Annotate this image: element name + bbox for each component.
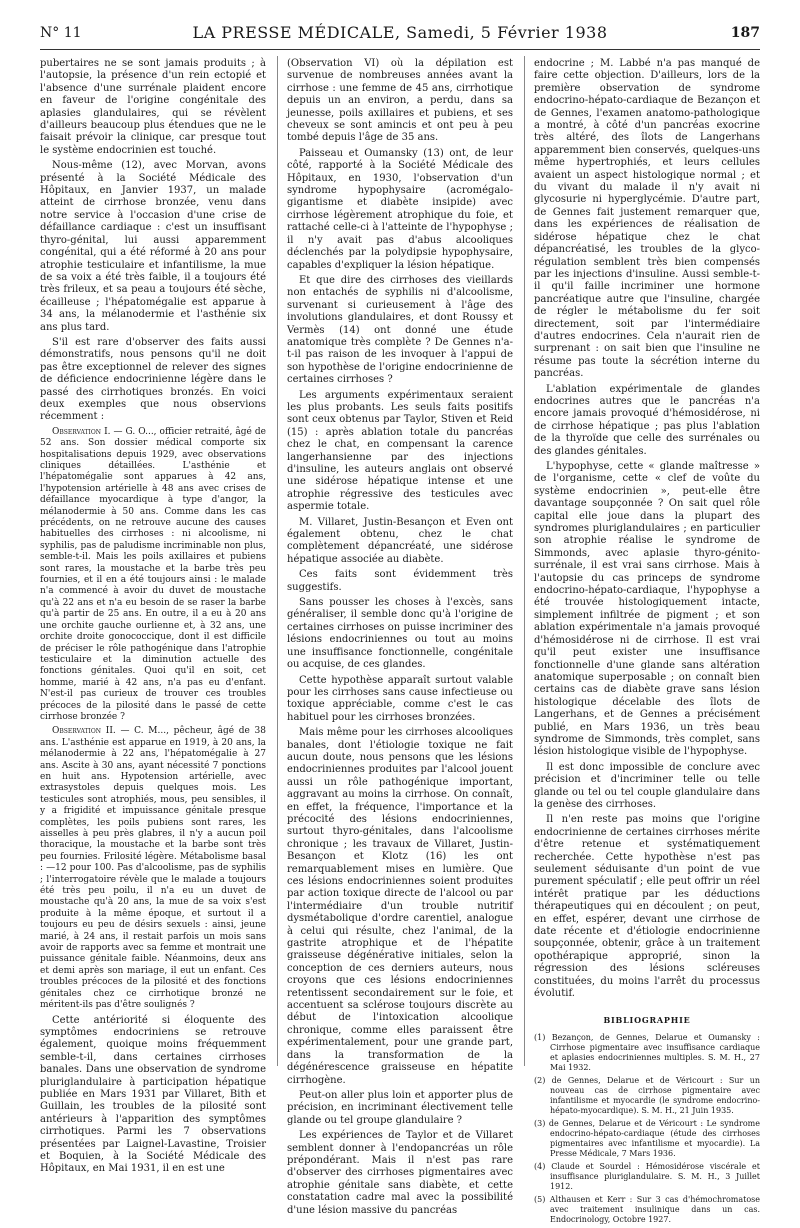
observation-heading: Observation I. [52, 426, 111, 437]
bibliography-item: (1) Bezançon, de Gennes, Delarue et Oumansky : Cirrhose pigmentaire avec insuffisance cardiaque et aplasies endocriniennes multiples. S. M. H., 27 Mai 1932. [534, 1032, 760, 1072]
page-header [40, 22, 760, 44]
paragraph: endocrine ; M. Labbé n'a pas manqué de faire cette objection. D'ailleurs, lors de la première observation de syndrome endocrino-hépato-cardiaque de Bezançon et de Gennes, l'examen anatomo-pathologique a montré, à côté d'un pancréas exocrine très altéré, des îlots de Langerhans apparemment bien conservés, quelques-uns même hypertrophiés, et leurs cellules avaient un aspect histologique normal ; et du vivant du malade il n'y avait ni glycosurie ni hyperglycémie. D'autre part, de Gennes fait justement remarquer que, dans les expériences de réalisation de sidérose hépatique chez le chat dépancréatisé, les troubles de la glyco-régulation semblent très bien compensés par les injections d'insuline. Aussi semble-t-il qu'il faille incriminer une hormone pancréatique autre que l'insuline, chargée de régler le métabolisme du fer soit directement, soit par l'intermédiaire d'autres endocrines. Cela n'aurait rien de surprenant : on sait bien que l'insuline ne résume pas toute la sécrétion interne du pancréas. [534, 58, 760, 380]
paragraph: Il n'en reste pas moins que l'origine endocrinienne de certaines cirrhoses mérite d'être retenue et systématiquement recherchée. Cette hypothèse n'est pas seulement séduisante d'un point de vue purement spéculatif ; elle peut offrir un réel intérêt pratique par les déductions thérapeutiques qui en découlent ; on peut, en effet, espérer, devant une cirrhose de date récente et d'étiologie endocrinienne soupçonnée, obtenir, grâce à un traitement opothérapique approprié, sinon la régression des lésions scléreuses constituées, du moins l'arrêt du processus évolutif. [534, 814, 760, 1000]
paragraph: S'il est rare d'observer des faits aussi démonstratifs, nous pensons qu'il ne doit pas être exceptionnel de relever des signes de déficience endocrinienne légère dans le passé des cirrhotiques bronzés. En voici deux exemples que nous observions récemment : [40, 336, 266, 423]
paragraph: Sans pousser les choses à l'excès, sans généraliser, il semble donc qu'à l'origine de certaines cirrhoses on puisse incriminer des lésions endocriniennes ou tout au moins une insuffisance fonctionnelle, congénitale ou acquise, de ces glandes. [287, 597, 513, 671]
bibliography [534, 1014, 760, 1224]
column-2 [287, 58, 513, 1220]
paragraph: Cette antériorité si éloquente des symptômes endocriniens se retrouve également, quoique moins fréquemment semble-t-il, dans certaines cirrhoses banales. Dans une observation de syndrome pluriglandulaire à participation hépatique publiée en Mars 1931 par Villaret, Bith et Guillain, les troubles de la pilosité sont antérieurs à l'apparition des symptômes cirrhotiques. Parmi les 7 observations présentées par Laignel-Lavastine, Troisier et Boquien, à la Société Médicale des Hôpitaux, en Mai 1931, il en est une [40, 1014, 266, 1175]
paragraph: Il est donc impossible de conclure avec précision et d'incriminer telle ou telle glande ou tel ou tel couple glandulaire dans la genèse des cirrhoses. [534, 761, 760, 810]
paragraph: L'ablation expérimentale de glandes endocrines autres que le pancréas n'a encore jamais provoqué d'hémosidérose, ni de cirrhose hépatique ; pas plus l'ablation de la thyroïde que celle des surrénales ou des glandes génitales. [534, 383, 760, 457]
paragraph: L'hypophyse, cette « glande maîtresse » de l'organisme, cette « clef de voûte du système endocrinien », peut-elle être davantage soupçonnée ? On sait quel rôle capital elle joue dans la plupart des syndromes pluriglandulaires ; en particulier son atrophie réalise le syndrome de Simmonds, avec aplasie thyro-génito-surrénale, il est vrai sans cirrhose. Mais à l'autopsie du cas princeps de syndrome endocrino-hépato-cardiaque, l'hypophyse a été trouvée histologiquement intacte, simplement infiltrée de pigment ; et son ablation expérimentale n'a jamais provoqué d'hémosidérose ni de cirrhose. Il est vrai qu'il peut exister une insuffisance fonctionnelle d'une glande sans altération anatomique superposable ; on connaît bien certains cas de diabète grave sans lésion histologique décelable des îlots de Langerhans, et de Gennes a précisément publié, en Mars 1936, un très beau syndrome de Simmonds, très complet, sans lésion histologique visible de l'hypophyse. [534, 461, 760, 758]
paragraph: M. Villaret, Justin-Besançon et Even ont également obtenu, chez le chat complètement dépancréaté, une sidérose hépatique associée au diabète. [287, 516, 513, 565]
column-1 [40, 58, 266, 1179]
observation-2 [40, 726, 266, 1011]
page-number: 187 [730, 25, 760, 41]
paragraph: Cette hypothèse apparaît surtout valable pour les cirrhoses sans cause infectieuse ou toxique appréciable, comme c'est le cas habituel pour les cirrhoses bronzées. [287, 674, 513, 723]
bibliography-list [534, 1033, 760, 1225]
bibliography-item: (3) de Gennes, Delarue et de Véricourt : Le syndrome endocrino-hépato-cardiaque (étude des cirrhoses pigmentaires avec infantilisme et myocardie). La Presse Médicale, 7 Mars 1936. [534, 1118, 760, 1158]
paragraph: pubertaires ne se sont jamais produits ; à l'autopsie, la présence d'un rein ectopié et l'absence d'une surrénale plaident encore en faveur de l'origine congénitale des aplasies glandulaires, qui se révèlent d'ailleurs beaucoup plus étendues que ne le faisait prévoir la clinique, car presque tout le système endocrinien est touché. [40, 58, 266, 156]
paragraph: (Observation VI) où la dépilation est survenue de nombreuses années avant la cirrhose : une femme de 45 ans, cirrhotique depuis un an environ, a perdu, dans sa jeunesse, poils axillaires et pubiens, et ses cheveux se sont amincis et ont peu à peu tombé depuis l'âge de 35 ans. [287, 58, 513, 144]
observation-heading: Observation II. [52, 726, 116, 737]
column-3 [534, 58, 760, 1228]
bibliography-item: (5) Althausen et Kerr : Sur 3 cas d'hémochromatose avec traitement insulinique dans un cas. Endocrinology, Octobre 1927. [534, 1194, 760, 1224]
observation-text: — G. O..., officier retraité, âgé de 52 ans. Son dossier médical comporte six hospitalisations depuis 1929, avec observations cliniques détaillées. L'asthénie et l'hépatomégalie sont apparues à 42 ans, l'hypotension artérielle à 48 ans avec crises de défaillance myocardique à type d'angor, la mélanodermie à 50 ans. Comme dans les cas précédents, on ne retrouve aucune des causes habituelles des cirrhoses : ni alcoolisme, ni syphilis, pas de paludisme incriminable non plus, semble-t-il. Mais les poils axillaires et pubiens sont rares, la moustache et la barbe très peu fournies, et il en a été toujours ainsi : le malade n'a commencé à avoir du duvet de moustache qu'à 22 ans et n'a eu besoin de se raser la barbe qu'à partir de 25 ans. En outre, il a eu à 20 ans une orchite gauche ourlienne et, à 32 ans, une orchite droite gonococcique, dont il est difficile de préciser le rôle pathogénique dans l'atrophie testiculaire et la diminution actuelle des fonctions génitales. Quoi qu'il en soit, cet homme, marié à 42 ans, n'a pas eu d'enfant. N'est-il pas curieux de trouver ces troubles précoces de la pilosité dans le passé de cette cirrhose bronzée ? [40, 426, 266, 722]
column-divider [524, 56, 525, 1066]
observation-1 [40, 427, 266, 724]
paragraph: Ces faits sont évidemment très suggestifs. [287, 569, 513, 593]
paragraph: Paisseau et Oumansky (13) ont, de leur côté, rapporté à la Société Médicale des Hôpitaux, en 1930, l'observation d'un syndrome hypophysaire (acromégalo-gigantisme et diabète insipide) avec cirrhose légèrement atrophique du foie, et rattaché celle-ci à l'atteinte de l'hypophyse ; il n'y avait pas d'abus alcooliques déclenchés par la polydipsie hypophysaire, capables d'expliquer la lésion hépatique. [287, 147, 513, 271]
paragraph: Mais même pour les cirrhoses alcooliques banales, dont l'étiologie toxique ne fait aucun doute, nous pensons que les lésions endocriniennes produites par l'alcool jouent aussi un rôle pathogénique important, aggravant au moins la cirrhose. On connaît, en effet, la fréquence, l'importance et la précocité des lésions endocriniennes, surtout thyro-génitales, dans l'alcoolisme chronique ; les travaux de Villaret, Justin-Besançon et Klotz (16) les ont remarquablement mises en lumière. Que ces lésions endocriniennes soient produites par action toxique directe de l'alcool ou par l'intermédiaire d'un trouble nutritif dysmétabolique d'ordre carentiel, analogue à celui qui résulte, chez l'animal, de la gastrite atrophique et de l'hépatite graisseuse dégénérative initiales, selon la conception de ces derniers auteurs, nous croyons que ces lésions endocriniennes retentissent secondairement sur le foie, et accentuent sa sclérose toujours discrète au début de l'intoxication alcoolique chronique, comme elles paraissent être expérimentalement, pour une grande part, dans la transformation de la dégénérescence graisseuse en hépatite cirrhogène. [287, 727, 513, 1086]
paragraph: Nous-même (12), avec Morvan, avons présenté à la Société Médicale des Hôpitaux, en Janvier 1937, un malade atteint de cirrhose bronzée, venu dans notre service à l'occasion d'une crise de défaillance cardiaque : c'est un insuffisant thyro-génital, lui aussi apparemment congénital, qui a été réformé à 20 ans pour atrophie testiculaire et infantilisme, la mue de sa voix a été très faible, il a toujours été très frileux, et sa peau a toujours été sèche, écailleuse ; l'hépatomégalie est apparue à 34 ans, la mélanodermie et l'asthénie six ans plus tard. [40, 160, 266, 333]
journal-title: LA PRESSE MÉDICALE, Samedi, 5 Février 1938 [192, 23, 608, 42]
observation-text: — C. M..., pêcheur, âgé de 38 ans. L'asthénie est apparue en 1919, à 20 ans, la mélanodermie à 22 ans, l'hépatomégalie à 27 ans. Ascite à 30 ans, ayant nécessité 7 ponctions en huit ans. Hypotension artérielle, avec extrasystoles depuis quelques mois. Les testicules sont atrophiés, mous, peu sensibles, il y a frigidité et impuissance génitale presque complètes, les poils pubiens sont rares, les aisselles à peu près glabres, il n'y a aucun poil thoracique, la moustache et la barbe sont très peu fournies. Frilosité légère. Métabolisme basal : —12 pour 100. Pas d'alcoolisme, pas de syphilis ; l'interrogatoire révèle que le malade a toujours été très peu poilu, il n'a eu un duvet de moustache qu'à 20 ans, la mue de sa voix s'est produite à la même époque, et surtout il a toujours eu peu de désirs sexuels : ainsi, jeune marié, à 24 ans, il restait parfois un mois sans avoir de rapports avec sa femme et montrait une puissance génitale faible. Néanmoins, deux ans et demi après son mariage, il eut un enfant. Ces troubles précoces de la pilosité et des fonctions génitales chez ce cirrhotique bronzé ne méritent-ils pas d'être soulignés ? [40, 726, 266, 1011]
paragraph: Peut-on aller plus loin et apporter plus de précision, en incriminant électivement telle glande ou tel groupe glandulaire ? [287, 1089, 513, 1126]
header-rule [40, 49, 760, 50]
bibliography-item: (2) de Gennes, Delarue et de Véricourt : Sur un nouveau cas de cirrhose pigmentaire avec infantilisme et myocardie (le syndrome endocrino-hépato-myocardique). S. M. H., 21 Juin 1935. [534, 1075, 760, 1115]
column-divider [277, 56, 278, 1066]
paragraph: Et que dire des cirrhoses des vieillards non entachés de syphilis ni d'alcoolisme, survenant si curieusement à l'âge des involutions glandulaires, et dont Roussy et Vermès (14) ont donné une étude anatomique très complète ? De Gennes n'a-t-il pas raison de les invoquer à l'appui de son hypothèse de l'origine endocrinienne de certaines cirrhoses ? [287, 274, 513, 386]
bibliography-title: BIBLIOGRAPHIE [603, 1015, 691, 1026]
issue-number: N° 11 [40, 25, 82, 41]
bibliography-item: (4) Claude et Sourdel : Hémosidérose viscérale et insuffisance pluriglandulaire. S. M. H., 3 Juillet 1912. [534, 1161, 760, 1191]
paragraph: Les arguments expérimentaux seraient les plus probants. Les seuls faits positifs sont ceux obtenus par Taylor, Stiven et Reid (15) : après ablation totale du pancréas chez le chat, en compensant la carence langerhansienne par des injections d'insuline, les auteurs anglais ont observé une sidérose hépatique intense et une atrophie régressive des testicules avec aspermie totale. [287, 389, 513, 513]
paragraph: Les expériences de Taylor et de Villaret semblent donner à l'endopancréas un rôle prépondérant. Mais il n'est pas rare d'observer des cirrhoses pigmentaires avec atrophie génitale sans diabète, et cette constatation cadre mal avec la possibilité d'une lésion massive du pancréas [287, 1130, 513, 1216]
